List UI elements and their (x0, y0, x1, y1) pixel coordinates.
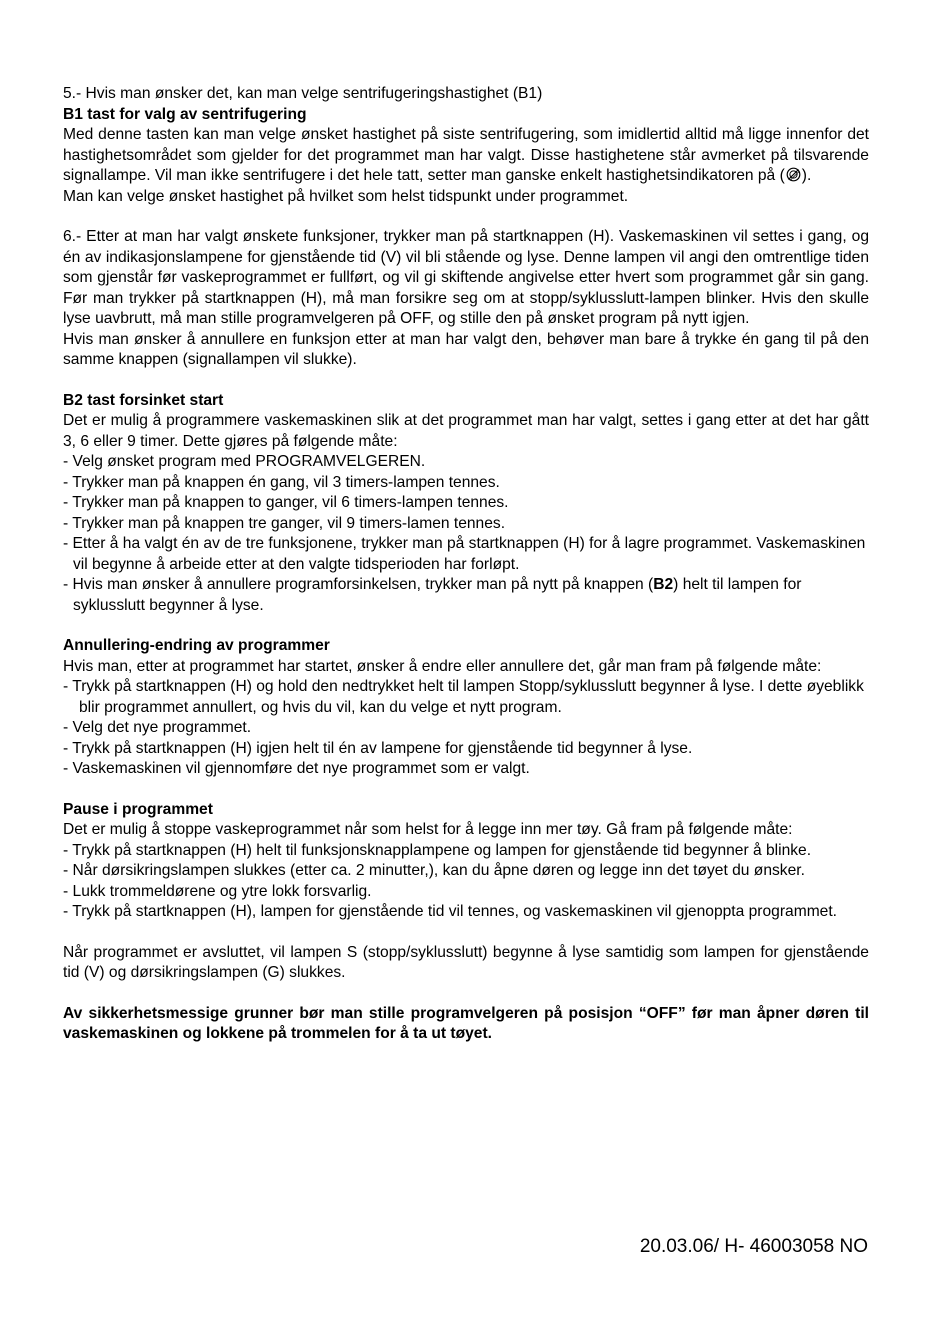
annul-list-item: - Trykk på startknappen (H) igjen helt til én av lampene for gjenstående tid begynner å lyse. (63, 739, 693, 757)
document-page (63, 84, 869, 1045)
annul-intro: Hvis man, etter at programmet har startet, ønsker å endre eller annullere det, går man fram på følgende måte: (63, 657, 822, 675)
step-5-intro: 5.- Hvis man ønsker det, kan man velge sentrifugeringshastighet (B1) (63, 85, 543, 102)
document-code-footer: 20.03.06/ H- 46003058 NO (639, 1236, 868, 1257)
annul-list-item: - Trykk på startknappen (H) og hold den nedtrykket helt til lampen Stopp/syklusslutt begynner å lyse. I dette øyeblikk blir programmet annullert, og hvis du vil, kan du velge et nytt program. (63, 678, 864, 716)
step-6-para-1: 6.- Etter at man har valgt ønskete funksjoner, trykker man på startknappen (H). Vaskemaskinen vil settes i gang, og én av indikasjonslampene for gjenstående tid (V) vil bli stående og lyse. Denne lampen vil angi den omtrentlige tiden som gjenstår før vaskeprogrammet er fullført, og vil gi skiftende angivelse etter hvert som programmet går sin gang. Før man trykker på startknappen (H), må man forsikre seg om at stopp/syklusslutt-lampen blinker. Hvis den skulle lyse uavbrutt, må man stille programvelgeren på OFF, og stille den på ønsket program på nytt igjen. (63, 228, 869, 327)
b1-body-2: Man kan velge ønsket hastighet på hvilket som helst tidspunkt under programmet. (63, 187, 629, 205)
b1-body-text: Med denne tasten kan man velge ønsket hastighet på siste sentrifugering, som imidlertid alltid må ligge innenfor det hastighetsområdet som gjelder for det programmet man har valgt. Disse hastighetene står avmerket på tilsvarende signallampe. Vil man ikke sentrifugere i det hele tatt, setter man ganske enkelt hastighetsindikatoren på ( (63, 126, 869, 184)
pause-list-item: - Trykk på startknappen (H) helt til funksjonsknapplampene og lampen for gjenstående tid begynner å blinke. (63, 841, 812, 859)
b1-body-close: ). (801, 167, 812, 184)
b2-list-item: - Trykker man på knappen én gang, vil 3 timers-lampen tennes. (63, 473, 500, 491)
b2-list-item: - Trykker man på knappen to ganger, vil 6 timers-lampen tennes. (63, 494, 509, 511)
no-spin-icon (786, 167, 801, 182)
b2-list-item: - Trykker man på knappen tre ganger, vil 9 timers-lamen tennes. (63, 514, 506, 532)
annul-list-item: - Vaskemaskinen vil gjennomføre det nye programmet som er valgt. (63, 760, 530, 777)
b2-key-label: B2 (653, 576, 674, 593)
safety-notice: Av sikkerhetsmessige grunner bør man stille programvelgeren på posisjon “OFF” før man åpner døren til vaskemaskinen og lokkene på trommelen for å ta ut tøyet. (63, 1004, 869, 1042)
b2-list-item: - Velg ønsket program med PROGRAMVELGEREN. (63, 453, 426, 470)
pause-list-item: - Trykk på startknappen (H), lampen for gjenstående tid vil tennes, og vaskemaskinen vil gjenoppta programmet. (63, 903, 838, 920)
b2-heading: B2 tast forsinket start (63, 391, 224, 409)
pause-list-item: - Når dørsikringslampen slukkes (etter ca. 2 minutter,), kan du åpne døren og legge inn det tøyet du ønsker. (63, 862, 805, 879)
b2-intro: Det er mulig å programmere vaskemaskinen slik at det programmet man har valgt, settes i gang etter at det har gått 3, 6 eller 9 timer. Dette gjøres på følgende måte: (63, 412, 869, 450)
b2-cancel-text: - Hvis man ønsker å annullere programforsinkelsen, trykker man på nytt på knappen ( (63, 576, 654, 593)
pause-heading: Pause i programmet (63, 800, 213, 818)
end-of-program-text: Når programmet er avsluttet, vil lampen S (stopp/syklusslutt) begynne å lyse samtidig som lampen for gjenstående tid (V) og dørsikringslampen (G) slukkes. (63, 943, 869, 981)
pause-list-item: - Lukk trommeldørene og ytre lokk forsvarlig. (63, 882, 372, 900)
b1-heading: B1 tast for valg av sentrifugering (63, 105, 307, 123)
step-6-para-2: Hvis man ønsker å annullere en funksjon etter at man har valgt den, behøver man bare å trykke én gang til på den samme knappen (signallampen vil slukke). (63, 330, 869, 368)
b2-cancel-text-end: ) helt til lampen for syklusslutt begynner å lyse. (73, 576, 802, 614)
b2-list-item-cancel (63, 575, 869, 616)
annul-heading: Annullering-endring av programmer (63, 637, 330, 654)
b1-body (63, 125, 869, 187)
annul-list-item: - Velg det nye programmet. (63, 719, 252, 736)
b2-list-item: - Etter å ha valgt én av de tre funksjonene, trykker man på startknappen (H) for å lagre programmet. Vaskemaskinen vil begynne å arbeide etter at den valgte tidsperioden har forløpt. (63, 535, 866, 573)
pause-intro: Det er mulig å stoppe vaskeprogrammet når som helst for å legge inn mer tøy. Gå fram på følgende måte: (63, 821, 793, 838)
